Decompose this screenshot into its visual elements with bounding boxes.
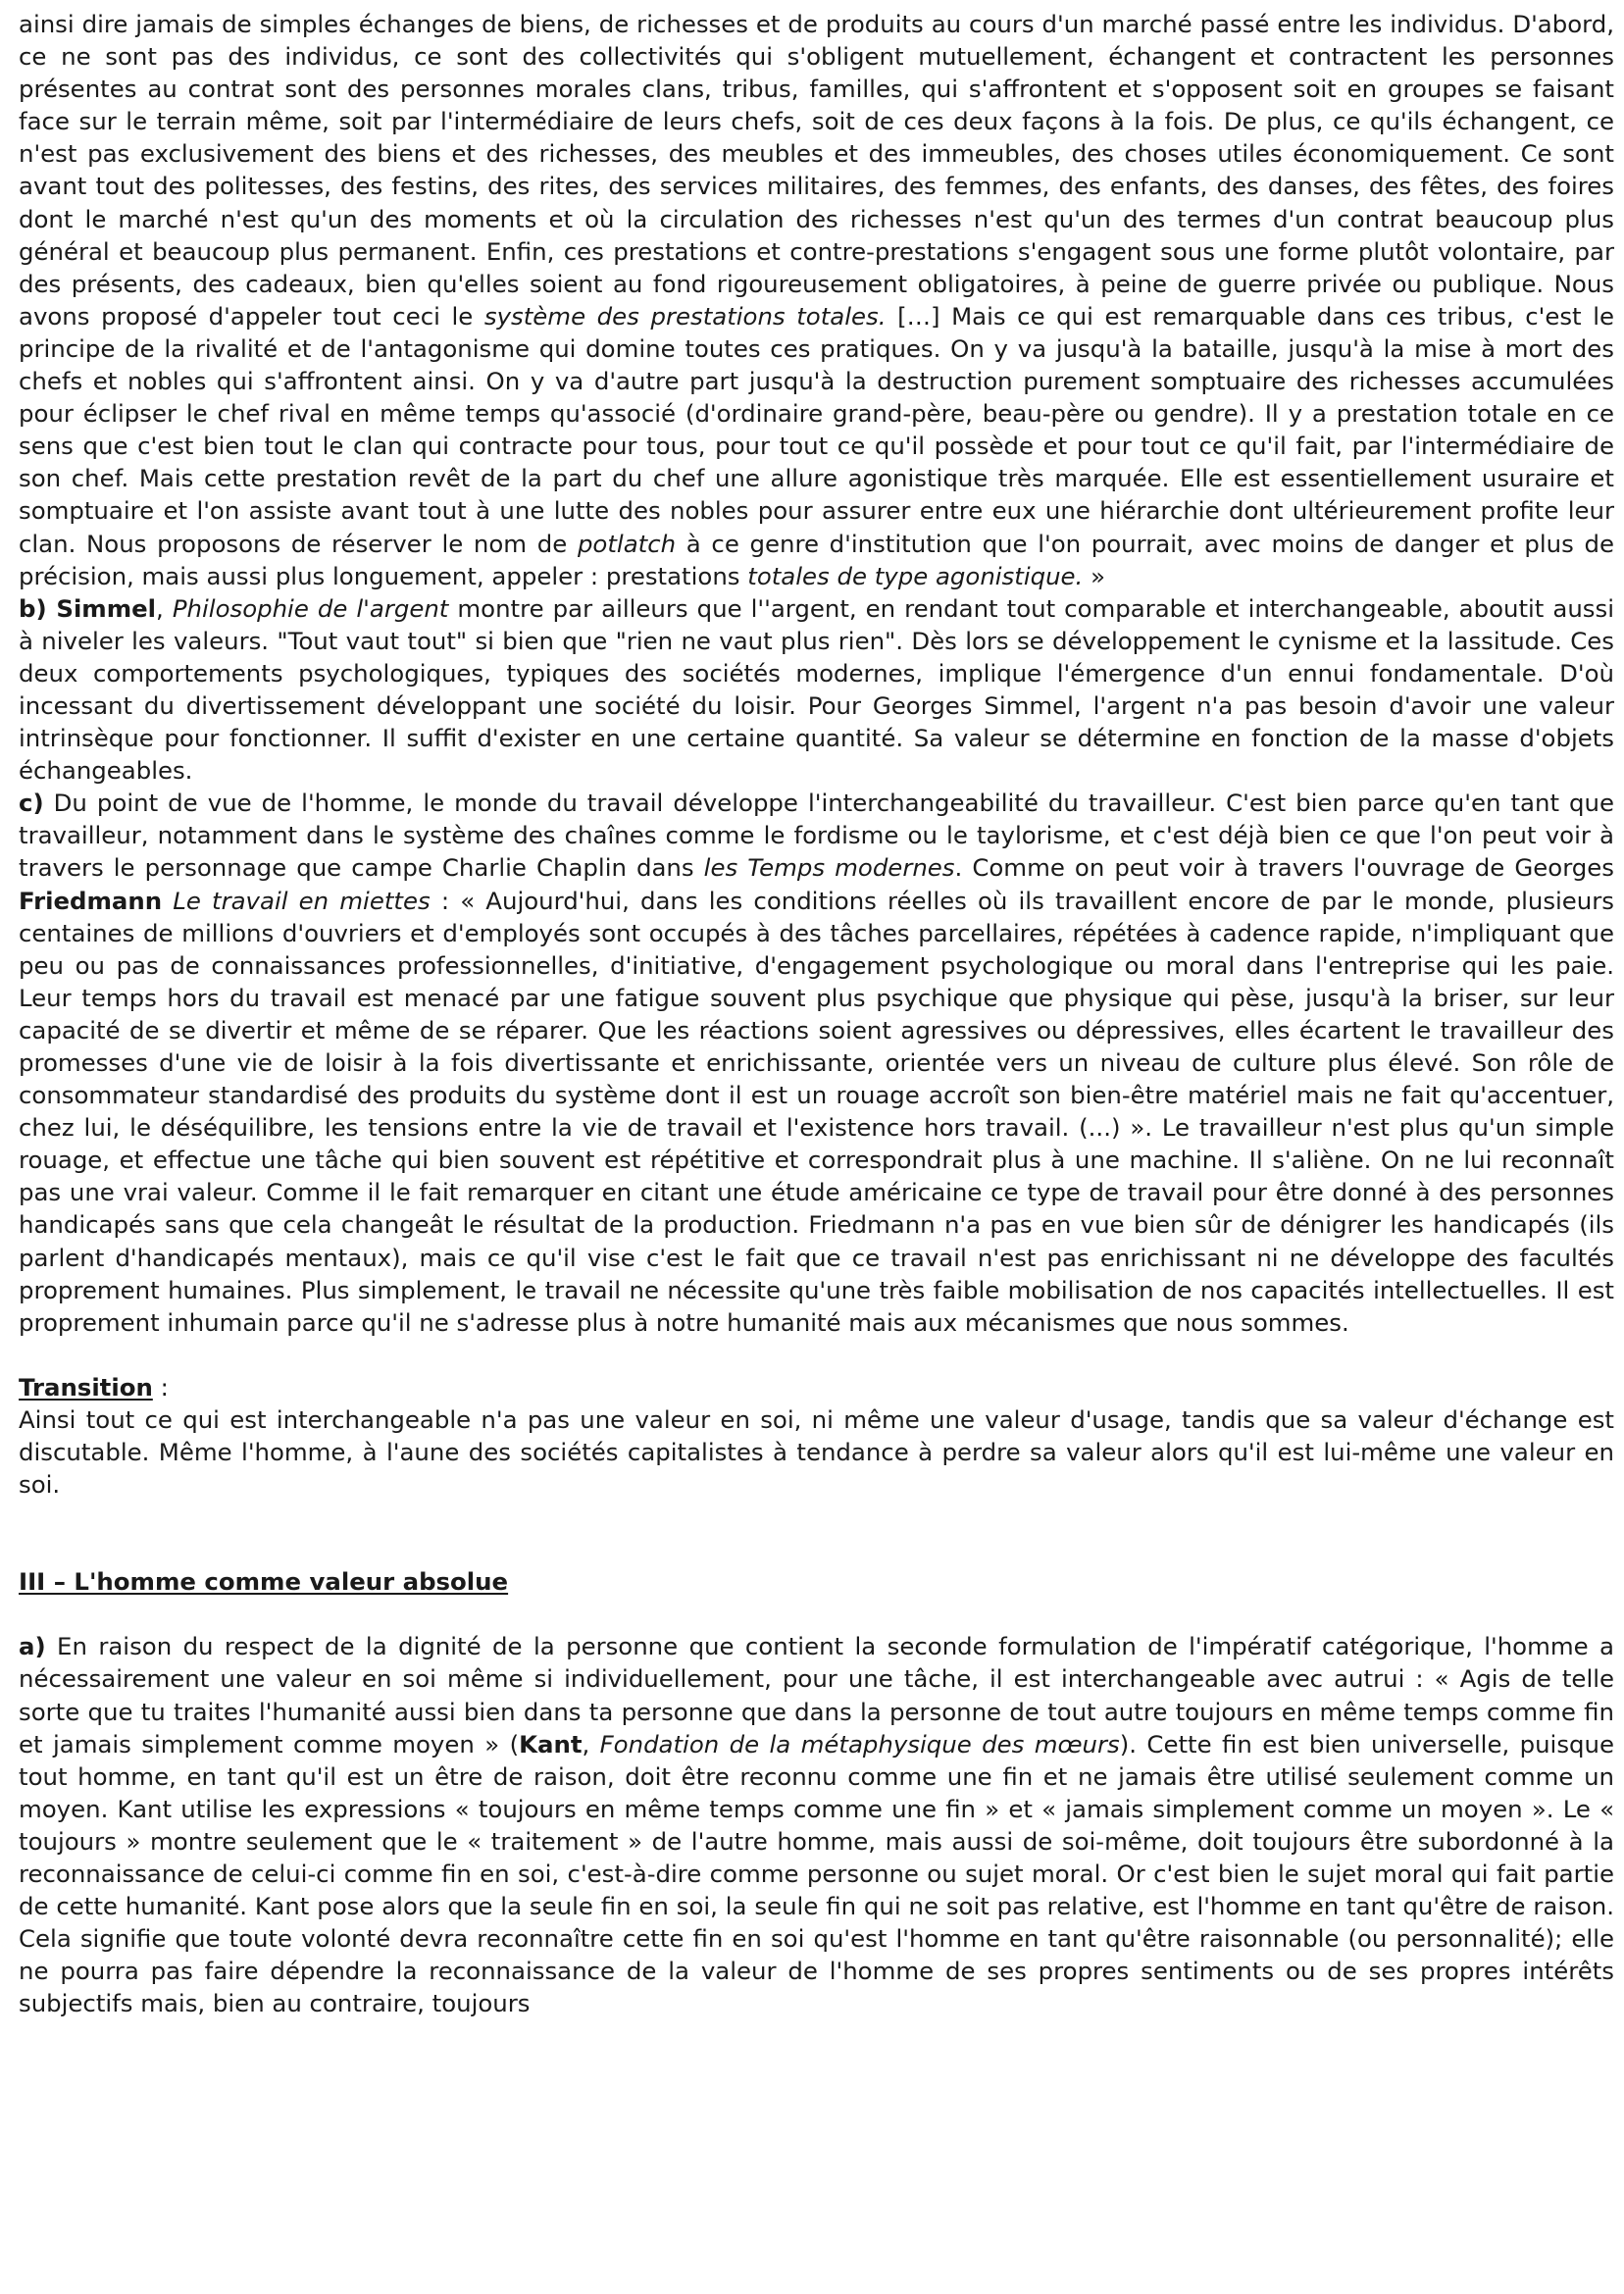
paragraph-mauss-quote: ainsi dire jamais de simples échanges de biens, de richesses et de produits au cours d'un marché passé entre les individus. D'abord, ce ne sont pas des individus, ce sont des collectivités qui s'obligent mutuellement, échangent et contractent les personnes présentes au contrat sont des personnes morales clans, tribus, familles, qui s'affrontent et s'opposent soit en groupes se faisant face sur le terrain même, soit par l'intermédiaire de leurs chefs, soit de ces deux façons à la fois. De plus, ce qu'ils échangent, ce n'est pas exclusivement des biens et des richesses, des meubles et des immeubles, des choses utiles économiquement. Ce sont avant tout des politesses, des festins, des rites, des services militaires, des femmes, des enfants, des danses, des fêtes, des foires dont le marché n'est qu'un des moments et où la circulation des richesses n'est qu'un des termes d'un contrat beaucoup plus général et beaucoup plus permanent. Enfin, ces prestations et contre-prestations s'engagent sous une forme plutôt volontaire, par des présents, des cadeaux, bien qu'elles soient au fond rigoureusement obligatoires, à peine de guerre privée ou publique. Nous avons proposé d'appeler tout ceci le système des prestations totales. […] Mais ce qui est remarquable dans ces tribus, c'est le principe de la rivalité et de l'antagonisme qui domine toutes ces pratiques. On y va jusqu'à la bataille, jusqu'à la mise à mort des chefs et nobles qui s'affrontent ainsi. On y va d'autre part jusqu'à la destruction purement somptuaire des richesses accumulées pour éclipser le chef rival en même temps qu'associé (d'ordinaire grand-père, beau-père ou gendre). Il y a prestation totale en ce sens que c'est bien tout le clan qui contracte pour tous, pour tout ce qu'il possède et pour tout ce qu'il fait, par l'intermédiaire de son chef. Mais cette prestation revêt de la part du chef une allure agonistique très marquée. Elle est essentiellement usuraire et somptuaire et l'on assiste avant tout à une lutte des nobles pour assurer entre eux une hiérarchie dont ultérieurement profite leur clan. Nous proposons de réserver le nom de potlatch à ce genre d'institution que l'on pourrait, avec moins de danger et plus de précision, mais aussi plus longuement, appeler : prestations totales de type agonistique. » (19, 10, 1614, 590)
italic-term: système des prestations totales. (483, 301, 887, 331)
italic-term: totales de type agonistique. (747, 561, 1084, 590)
point-marker: a) (19, 1632, 46, 1661)
paragraph-transition: Ainsi tout ce qui est interchangeable n'a pas une valeur en soi, ni même une valeur d'usage, tandis que sa valeur d'échange est discutable. Même l'homme, à l'aune des sociétés capitalistes à tendance à perdre sa valeur alors qu'il est lui-même une valeur en soi. (19, 1404, 1614, 1500)
point-marker: b) Simmel (19, 593, 157, 623)
spacer (19, 1339, 1614, 1371)
paragraph-friedmann: c) Du point de vue de l'homme, le monde du travail développe l'interchangeabilité du travailleur. C'est bien parce qu'en tant que travailleur, notamment dans le système des chaînes comme le fordisme ou le taylorisme, et c'est déjà bien ce que l'on peut voir à travers le personnage que campe Charlie Chaplin dans les Temps modernes. Comme on peut voir à travers l'ouvrage de Georges Friedmann Le travail en miettes : « Aujourd'hui, dans les conditions réelles où ils travaillent encore de par le monde, plusieurs centaines de millions d'ouvriers et d'employés sont occupés à des tâches parcellaires, répétées à cadence rapide, n'impliquant que peu ou pas de connaissances professionnelles, d'initiative, d'engagement psychologique ou moral dans l'entreprise qui les paie. Leur temps hors du travail est menacé par une fatigue souvent plus psychique que physique qui pèse, jusqu'à la briser, sur leur capacité de se divertir et même de se réparer. Que les réactions soient agressives ou dépressives, elles écartent le travailleur des promesses d'une vie de loisir à la fois divertissante et enrichissante, orientée vers un niveau de culture plus élevé. Son rôle de consommateur standardisé des produits du système dont il est un rouage accroît son bien-être matériel mais ne fait qu'accentuer, chez lui, le déséquilibre, les tensions entre la vie de travail et l'existence hors travail. (...) ». Le travailleur n'est plus qu'un simple rouage, et effectue une tâche qui bien souvent est répétitive et correspondrait plus à une machine. Il s'aliène. On ne lui reconnaît pas une vrai valeur. Comme il le fait remarquer en citant une étude américaine ce type de travail pour être donné à des personnes handicapés sans que cela changeât le résultat de la production. Friedmann n'a pas en vue bien sûr de dénigrer les handicapés (ils parlent d'handicapés mentaux), mais ce qu'il vise c'est le fait que ce travail n'est pas enrichissant ni ne développe des facultés proprement humaines. Plus simplement, le travail ne nécessite qu'une très faible mobilisation de nos capacités intellectuelles. Il est proprement inhumain parce qu'il ne s'adresse plus à notre humanité mais aux mécanismes que nous sommes. (19, 789, 1615, 1337)
transition-heading: Transition : (19, 1372, 169, 1402)
point-marker: c) (19, 789, 44, 818)
paragraph-kant: a) En raison du respect de la dignité de la personne que contient la seconde formulation de l'impératif catégorique, l'homme a nécessairement une valeur en soi même si individuellement, pour une tâche, il est interchangeable avec autrui : « Agis de telle sorte que tu traites l'humanité aussi bien dans ta personne que dans la personne de tout autre toujours en même temps comme fin et jamais simplement comme moyen » (Kant, Fondation de la métaphysique des mœurs). Cette fin est bien universelle, puisque tout homme, en tant qu'il est un être de raison, doit être reconnu comme une fin et ne jamais être utilisé seulement comme un moyen. Kant utilise les expressions « toujours en même temps comme une fin » et « jamais simplement comme un moyen ». Le « toujours » montre seulement que le « traitement » de l'autre homme, mais aussi de soi-même, doit toujours être subordonné à la reconnaissance de celui-ci comme fin en soi, c'est-à-dire comme personne ou sujet moral. Or c'est bien le sujet moral qui fait partie de cette humanité. Kant pose alors que la seule fin en soi, la seule fin qui ne soit pas relative, est l'homme en tant qu'être de raison. Cela signifie que toute volonté devra reconnaître cette fin en soi qu'est l'homme en tant qu'être raisonnable (ou personnalité); elle ne pourra pas faire dépendre la reconnaissance de la valeur de l'homme de ses propres sentiments ou de ses propres intérêts subjectifs mais, bien au contraire, toujours (19, 1632, 1614, 2018)
author-name: Kant (519, 1729, 583, 1759)
film-title: les Temps modernes (703, 853, 955, 883)
section-heading: III – L'homme comme valeur absolue (19, 1567, 509, 1597)
book-title: Fondation de la métaphysique des mœurs (599, 1729, 1120, 1759)
italic-term: potlatch (577, 529, 677, 558)
book-title: Philosophie de l'argent (172, 593, 449, 623)
book-title: Le travail en miettes (173, 886, 431, 915)
author-name: Friedmann (19, 886, 163, 915)
transition-label: Transition (19, 1372, 153, 1402)
spacer (19, 1598, 1614, 1630)
paragraph-simmel: b) Simmel, Philosophie de l'argent montre par ailleurs que l''argent, en rendant tout comparable et interchangeable, aboutit aussi à niveler les valeurs. "Tout vaut tout" si bien que "rien ne vaut plus rien". Dès lors se développement le cynisme et la lassitude. Ces deux comportements psychologiques, typiques des sociétés modernes, implique l'émergence d'un ennui fondamentale. D'où incessant du divertissement développant une société du loisir. Pour Georges Simmel, l'argent n'a pas besoin d'avoir une valeur intrinsèque pour fonctionner. Il suffit d'exister en une certaine quantité. Sa valeur se détermine en fonction de la masse d'objets échangeables. (19, 593, 1614, 786)
spacer (19, 1501, 1614, 1565)
